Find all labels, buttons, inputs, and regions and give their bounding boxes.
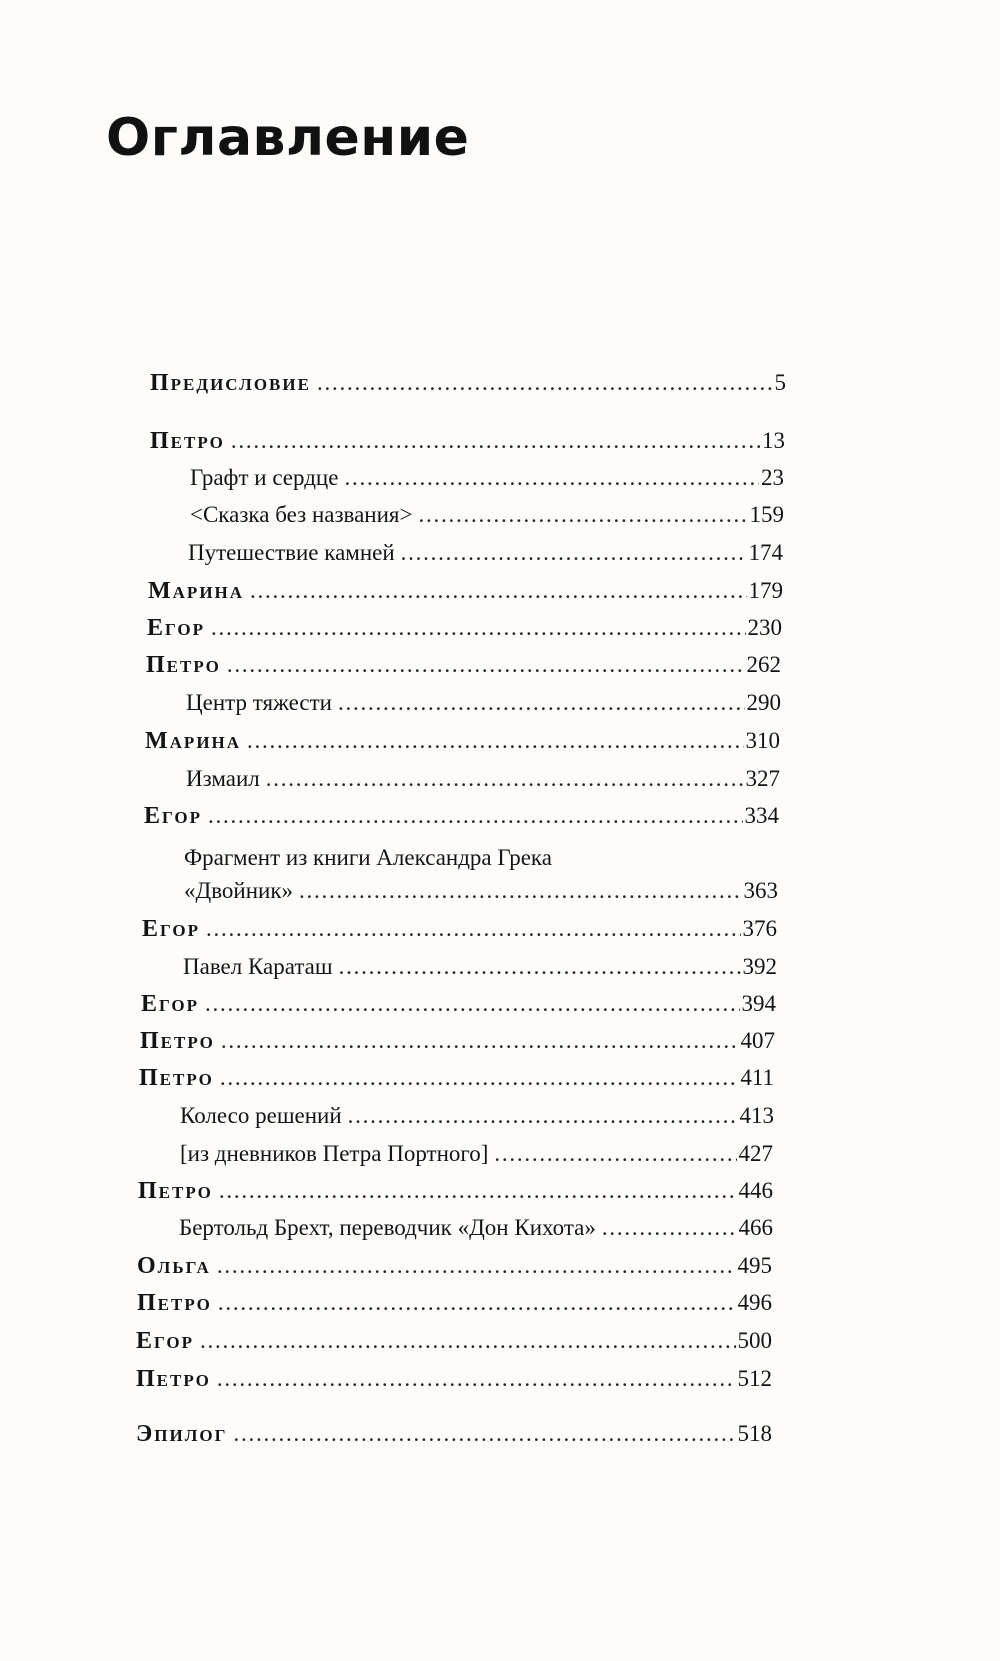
toc-entry[interactable] — [137, 1290, 772, 1324]
toc-entry-title: Ольга — [137, 1253, 211, 1279]
dot-leader — [494, 1141, 736, 1167]
toc-entry[interactable] — [147, 615, 782, 649]
dot-leader — [218, 1290, 736, 1316]
toc-entry-page: 466 — [738, 1215, 773, 1240]
toc-entry-page: 159 — [749, 502, 784, 527]
toc-entry-page: 446 — [738, 1178, 773, 1203]
toc-entry-page: 13 — [762, 428, 785, 453]
toc-entry[interactable] — [188, 540, 783, 574]
toc-entry-page: 407 — [740, 1028, 775, 1053]
dot-leader — [200, 1328, 735, 1354]
toc-entry[interactable] — [186, 690, 781, 724]
toc-entry[interactable] — [137, 1253, 772, 1287]
dot-leader — [206, 916, 740, 942]
toc-entry-title: Егор — [136, 1328, 195, 1354]
toc-entry[interactable] — [150, 370, 786, 404]
toc-entry-title: Петро — [139, 1065, 214, 1091]
toc-entry[interactable] — [144, 803, 779, 837]
dot-leader — [231, 428, 760, 454]
toc-entry[interactable] — [179, 1215, 773, 1249]
toc-entry[interactable] — [190, 502, 784, 536]
toc-entry[interactable] — [180, 1141, 773, 1175]
page-title: Оглавление — [106, 108, 470, 168]
toc-entry[interactable] — [136, 1328, 772, 1362]
toc-entry-page: 334 — [744, 803, 779, 828]
toc-entry-page: 290 — [746, 690, 781, 715]
toc-entry-title: Павел Караташ — [183, 954, 333, 979]
toc-entry[interactable] — [180, 1103, 774, 1137]
toc-entry-title: [из дневников Петра Портного] — [180, 1141, 489, 1166]
toc-entry-title: Предисловие — [150, 370, 311, 396]
toc-entry[interactable] — [150, 428, 785, 462]
toc-entry-title: Центр тяжести — [186, 690, 332, 715]
toc-entry-title: Эпилог — [136, 1421, 228, 1447]
toc-entry[interactable] — [139, 1065, 774, 1099]
toc-entry-page: 179 — [748, 578, 783, 603]
toc-entry[interactable] — [186, 766, 780, 800]
dot-leader — [338, 690, 745, 716]
toc-entry-page: 376 — [742, 916, 777, 941]
toc-entry-page: 427 — [738, 1141, 773, 1166]
toc-entry-title: Егор — [144, 803, 203, 829]
dot-leader — [247, 728, 743, 754]
dot-leader — [227, 652, 745, 678]
dot-leader — [217, 1366, 736, 1392]
toc-entry-title-line: Фрагмент из книги Александра Грека — [184, 845, 552, 870]
toc-entry-page: 496 — [737, 1290, 772, 1315]
toc-entry-title: Путешествие камней — [188, 540, 395, 565]
toc-entry-title: Бертольд Брехт, переводчик «Дон Кихота» — [179, 1215, 596, 1240]
toc-entry-page: 23 — [761, 465, 784, 490]
toc-entry[interactable] — [190, 465, 784, 499]
toc-entry-title: Графт и сердце — [190, 465, 339, 490]
toc-entry-title: Марина — [145, 728, 242, 754]
toc-entry-title: Петро — [140, 1028, 215, 1054]
toc-entry-page: 495 — [737, 1253, 772, 1278]
dot-leader — [602, 1215, 737, 1241]
toc-entry-page: 512 — [737, 1366, 772, 1391]
toc-entry-title: Измаил — [186, 766, 260, 791]
toc-entry-page: 392 — [742, 954, 777, 979]
toc-entry[interactable] — [145, 728, 780, 762]
toc-entry-page: 518 — [737, 1421, 772, 1446]
dot-leader — [211, 615, 745, 641]
toc-entry-title: Егор — [142, 916, 201, 942]
toc-entry-title: Петро — [137, 1290, 212, 1316]
toc-entry-title: Марина — [148, 578, 245, 604]
toc-entry-title: Петро — [138, 1178, 213, 1204]
toc-entry[interactable] — [136, 1366, 772, 1400]
dot-leader — [401, 540, 747, 566]
dot-leader — [348, 1103, 738, 1129]
dot-leader — [250, 578, 746, 604]
toc-entry-page: 5 — [774, 370, 786, 395]
dot-leader — [299, 878, 742, 904]
toc-entry-title: Петро — [136, 1366, 211, 1392]
dot-leader — [220, 1065, 738, 1091]
dot-leader — [339, 954, 741, 980]
dot-leader — [221, 1028, 739, 1054]
toc-entry[interactable] — [138, 1178, 773, 1212]
toc-entry-page: 230 — [747, 615, 782, 640]
toc-entry-title: Петро — [146, 652, 221, 678]
toc-entry[interactable] — [148, 578, 783, 612]
toc-entry-page: 411 — [740, 1065, 774, 1090]
toc-entry-page: 262 — [746, 652, 781, 677]
toc-entry-page: 500 — [737, 1328, 772, 1353]
toc-entry-page: 310 — [745, 728, 780, 753]
toc-entry-title: Егор — [141, 991, 200, 1017]
dot-leader — [219, 1178, 737, 1204]
dot-leader — [266, 766, 744, 792]
dot-leader — [217, 1253, 736, 1279]
dot-leader — [208, 803, 742, 829]
toc-entry[interactable] — [183, 954, 777, 988]
toc-entry-page: 174 — [748, 540, 783, 565]
dot-leader — [233, 1421, 735, 1447]
toc-entry-page: 413 — [739, 1103, 774, 1128]
dot-leader — [344, 465, 759, 491]
toc-entry[interactable] — [140, 1028, 775, 1062]
dot-leader — [317, 370, 773, 396]
toc-entry[interactable] — [136, 1421, 772, 1455]
toc-entry-title: <Сказка без названия> — [190, 502, 413, 527]
toc-entry-title: «Двойник» — [184, 878, 293, 903]
toc-entry-page: 394 — [741, 991, 776, 1016]
dot-leader — [205, 991, 739, 1017]
toc-entry-title: Колесо решений — [180, 1103, 342, 1128]
toc-entry-title: Петро — [150, 428, 225, 454]
dot-leader — [418, 502, 747, 528]
toc-entry[interactable] — [142, 916, 777, 950]
toc-entry[interactable] — [146, 652, 781, 686]
toc-entry[interactable] — [184, 878, 778, 912]
toc-entry-page: 327 — [745, 766, 780, 791]
toc-entry[interactable] — [141, 991, 776, 1025]
toc-entry-title: Егор — [147, 615, 206, 641]
toc-entry-page: 363 — [743, 878, 778, 903]
